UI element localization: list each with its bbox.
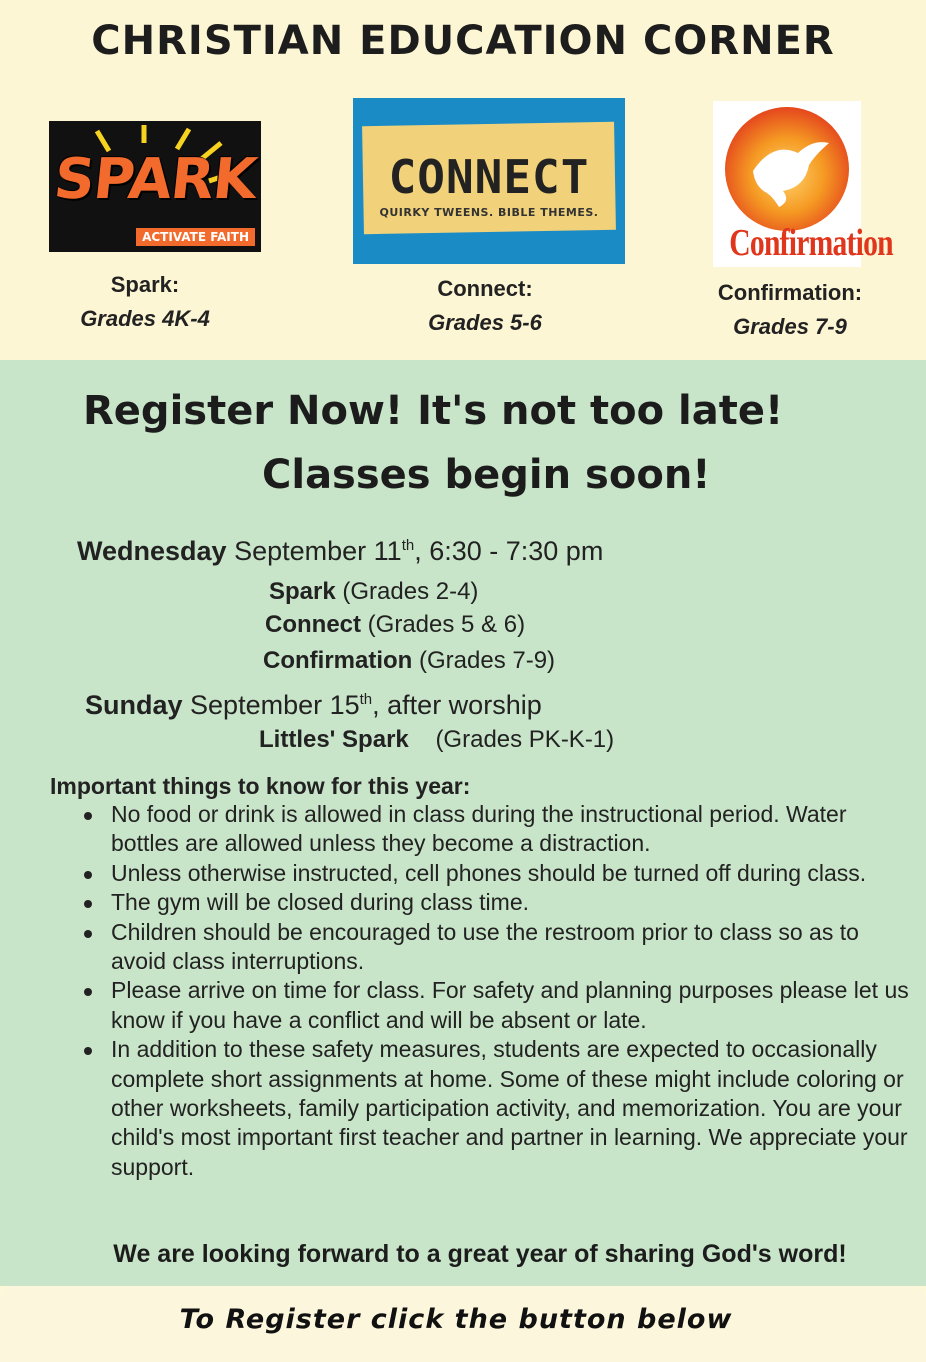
confirmation-logo-word: Confirmation — [729, 222, 893, 264]
sun-class-littles-spark — [259, 726, 614, 754]
connect-logo — [353, 98, 625, 264]
schedule-date-suffix: th — [401, 537, 415, 554]
class-grades: (Grades 2-4) — [335, 578, 479, 605]
schedule-month: September — [234, 536, 374, 566]
schedule-day: Sunday — [85, 690, 183, 720]
important-list — [79, 800, 909, 1182]
schedule-date: 11 — [373, 536, 402, 566]
sunday-schedule — [85, 690, 542, 721]
wed-class-connect — [265, 611, 525, 639]
page-title: CHRISTIAN EDUCATION CORNER — [91, 18, 835, 64]
schedule-rest: , after worship — [372, 690, 542, 720]
class-name: Littles' Spark — [259, 726, 409, 753]
wednesday-schedule — [77, 536, 603, 567]
class-grades: (Grades 7-9) — [412, 647, 556, 674]
program-grades: Grades 4K-4 — [80, 306, 210, 331]
schedule-date-suffix: th — [359, 691, 373, 708]
spark-logo — [49, 121, 261, 252]
list-item: In addition to these safety measures, students are expected to occasionally complete short assignments at home. Some of these might include coloring or other worksheets, family participation activity, and memorization. You are your child's most important first teacher and partner in learning. We appreciate your support. — [79, 1035, 909, 1182]
connect-logo-tagline: QUIRKY TWEENS. BIBLE THEMES. — [379, 206, 599, 219]
schedule-day: Wednesday — [77, 536, 227, 566]
register-footer — [0, 1286, 926, 1362]
schedule-month: September 15 — [182, 690, 360, 720]
class-grades: (Grades PK-K-1) — [435, 726, 615, 753]
list-item: No food or drink is allowed in class during the instructional period. Water bottles are allowed unless they become a distraction. — [79, 800, 909, 859]
program-name: Connect: — [437, 276, 533, 301]
wed-class-spark — [269, 578, 478, 606]
class-name: Confirmation — [263, 647, 413, 674]
list-item: The gym will be closed during class time. — [79, 888, 909, 917]
confirmation-logo — [713, 101, 893, 267]
program-connect — [400, 276, 570, 336]
program-confirmation — [700, 280, 880, 340]
program-name: Confirmation: — [717, 280, 863, 305]
wed-class-confirmation — [263, 647, 555, 675]
spark-logo-tagline: ACTIVATE FAITH — [136, 228, 255, 246]
headline-line1: Register Now! It's not too late! — [83, 388, 784, 434]
connect-logo-word: CONNECT — [388, 150, 590, 204]
program-grades: Grades 5-6 — [428, 310, 542, 335]
spark-logo-word: SPARK — [51, 147, 259, 212]
list-item: Children should be encouraged to use the restroom prior to class so as to avoid class interruptions. — [79, 918, 909, 977]
schedule-time: , 6:30 - 7:30 pm — [414, 536, 604, 566]
class-grades: (Grades 5 & 6) — [361, 611, 526, 638]
headline-line2: Classes begin soon! — [262, 452, 711, 498]
register-link[interactable]: To Register click the button below — [179, 1304, 733, 1335]
important-title: Important things to know for this year: — [50, 773, 471, 799]
list-item: Unless otherwise instructed, cell phones should be turned off during class. — [79, 859, 909, 888]
list-item: Please arrive on time for class. For safety and planning purposes please let us know if you have a conflict and will be absent or late. — [79, 976, 909, 1035]
program-spark — [60, 272, 230, 332]
dove-icon — [743, 131, 833, 211]
class-name: Spark — [269, 578, 336, 605]
program-name: Spark: — [110, 272, 180, 297]
program-grades: Grades 7-9 — [733, 314, 847, 339]
class-name: Connect — [265, 611, 361, 638]
closing-message: We are looking forward to a great year of sharing God's word! — [113, 1240, 847, 1268]
